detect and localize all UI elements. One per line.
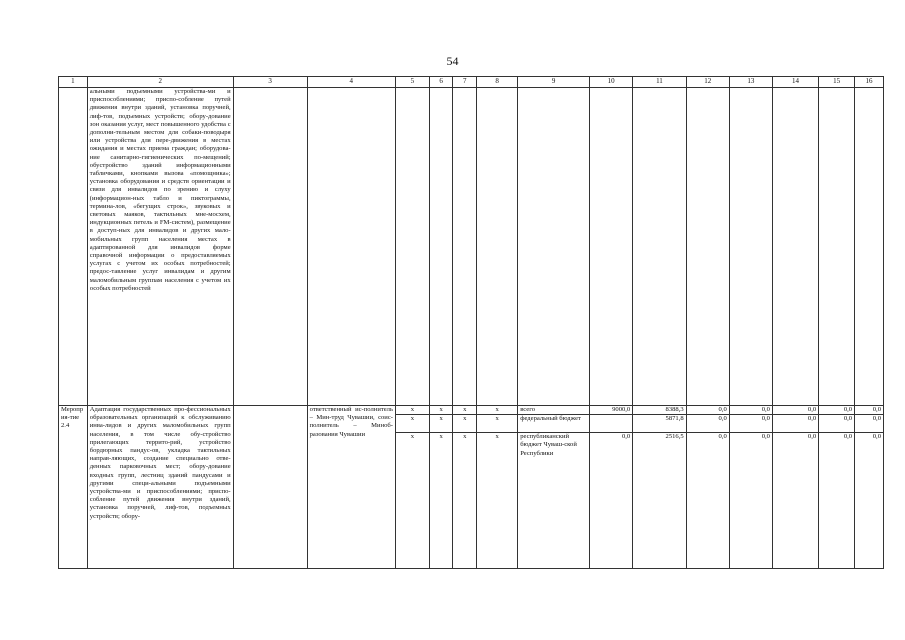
table-cell: 0,0	[855, 415, 884, 433]
col-header: 10	[590, 77, 633, 88]
table-cell: 0,0	[729, 433, 772, 569]
funding-source: всего	[518, 406, 590, 415]
table-cell: 9000,0	[590, 406, 633, 415]
table-cell: 2516,5	[633, 433, 686, 569]
table-cell: 8388,3	[633, 406, 686, 415]
table-cell: 5871,8	[633, 415, 686, 433]
table-cell: 0,0	[729, 415, 772, 433]
cell	[819, 88, 855, 406]
measure-id: Мероприя-тие 2.4	[59, 406, 88, 569]
table-cell: 0,0	[729, 406, 772, 415]
col-header: 5	[395, 77, 429, 88]
table-cell: x	[395, 433, 429, 569]
cell	[729, 88, 772, 406]
table-cell: x	[477, 433, 518, 569]
col-header: 6	[429, 77, 453, 88]
table-cell: x	[429, 406, 453, 415]
cell	[477, 88, 518, 406]
cell	[395, 88, 429, 406]
table-cell: 0,0	[819, 406, 855, 415]
continuation-row	[59, 88, 884, 406]
table-cell: 0,0	[819, 433, 855, 569]
cell	[429, 88, 453, 406]
table-cell: x	[429, 433, 453, 569]
funding-source: республиканский бюджет Чуваш-ской Республики	[518, 433, 590, 569]
table-cell: x	[429, 415, 453, 433]
col-header: 7	[453, 77, 477, 88]
program-table	[58, 76, 884, 569]
table-cell: x	[453, 415, 477, 433]
cell	[59, 88, 88, 406]
table-cell: 0,0	[590, 433, 633, 569]
col-header: 14	[772, 77, 818, 88]
cell	[453, 88, 477, 406]
cell	[590, 88, 633, 406]
header-row	[59, 77, 884, 88]
col-header: 12	[686, 77, 729, 88]
col-header: 8	[477, 77, 518, 88]
table-cell: 0,0	[686, 433, 729, 569]
col-header: 15	[819, 77, 855, 88]
cell	[233, 88, 307, 406]
col-header: 11	[633, 77, 686, 88]
table-cell: x	[395, 415, 429, 433]
col-header: 3	[233, 77, 307, 88]
table-cell: 0,0	[855, 406, 884, 415]
col-header: 9	[518, 77, 590, 88]
cell	[307, 88, 395, 406]
table-cell: 0,0	[686, 415, 729, 433]
cell	[633, 88, 686, 406]
table-cell: 0,0	[686, 406, 729, 415]
col-header: 16	[855, 77, 884, 88]
measure-executor: ответственный ис-полнитель – Мин-труд Чувашии, соис-полнитель – Миноб-разования Чувашии	[307, 406, 395, 569]
cell	[855, 88, 884, 406]
table-cell: 0,0	[772, 415, 818, 433]
cell	[233, 406, 307, 569]
table-cell: 0,0	[819, 415, 855, 433]
cell	[686, 88, 729, 406]
table-cell: x	[477, 406, 518, 415]
table-cell: x	[477, 415, 518, 433]
col-header: 13	[729, 77, 772, 88]
table-cell: 0,0	[855, 433, 884, 569]
table-cell	[590, 415, 633, 433]
table-cell: x	[453, 433, 477, 569]
col-header: 4	[307, 77, 395, 88]
page-number: 54	[446, 54, 459, 68]
table-cell: 0,0	[772, 433, 818, 569]
measure-text: Адаптация государственных про-фессиональных образовательных организаций к обслуживанию инва-лидов и других маломобильных групп населения, в том числе обу-стройство прилегающих террито-рий, устройство бордюрных пандус-ов, укладка тактильных направ-ляющих, создание специально отве-денных парковочных мест; обору-дование входных групп, лестниц зданий пандусами и другими специ-альными подъемными устройства-ми и приспособлениями; приспо-собление путей движения внутри зданий, установка поручней, лиф-тов, подъемных устройств; обору-	[87, 406, 233, 569]
table-cell: x	[453, 406, 477, 415]
funding-source: федеральный бюджет	[518, 415, 590, 433]
continuation-text: альными подъемными устройства-ми и приспособлениями; приспо-собление путей движения внутри зданий, установка поручней, лиф-тов, подъемных устройств; обору-дование зон оказания услуг, мест повышенного удобства с дополни-тельным местом для собаки-поводыря или устройства для пере-движения в местах ожидания и местах приема граждан; оборудова-ние санитарно-гигиенических по-мещений; обустройство зданий информационными табличками, кнопками вызова «помощника»; установка оборудования и средств ориентации и связи для инвалидов по зрению и слуху (информацион-ных табло и пиктограммы, термина-лов, «бегущих строк», звуковых и световых маяков, тактильных мне-мосхем, индукционных петель и FM-систем), размещение в доступ-ных для инвалидов и других мало-мобильных групп населения местах в адаптированной для инвалидов форме справочной информации о предоставляемых услугах с учетом их особых потребностей; предос-тавление услуг инвалидам и другим маломобильным группам населения с учетом их особых потребностей	[87, 88, 233, 406]
col-header: 1	[59, 77, 88, 88]
col-header: 2	[87, 77, 233, 88]
table-cell: x	[395, 406, 429, 415]
cell	[518, 88, 590, 406]
table-cell: 0,0	[772, 406, 818, 415]
measure-row-total	[59, 406, 884, 415]
cell	[772, 88, 818, 406]
